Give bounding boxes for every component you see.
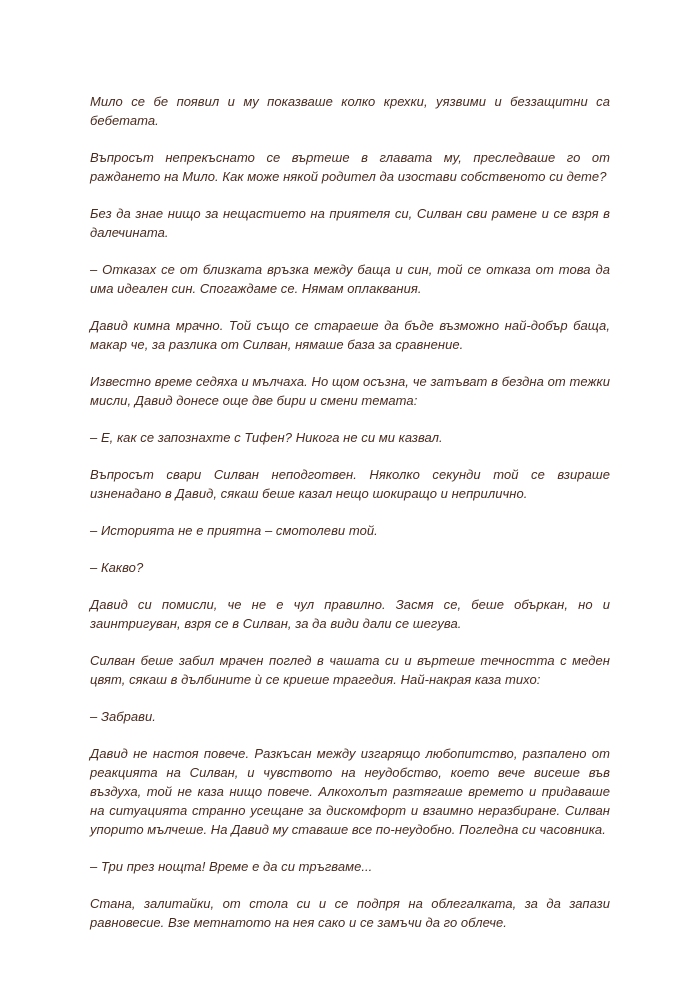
paragraph: – Отказах се от близката връзка между баща и син, той се отказа от това да има идеален син. Спогаждаме се. Нямам оплаквания. [90,262,610,296]
paragraph: – Какво? [90,560,144,575]
text-body [90,92,610,950]
paragraph: Въпросът свари Силван неподготвен. Няколко секунди той се взираше изненадано в Давид, сякаш беше казал нещо шокиращо и неприлично. [90,467,610,501]
paragraph: Известно време седяха и мълчаха. Но щом осъзна, че затъват в бездна от тежки мисли, Давид донесе още две бири и смени темата: [90,374,610,408]
paragraph: Мило се бе появил и му показваше колко крехки, уязвими и беззащитни са бебетата. [90,94,610,128]
paragraph: – Забрави. [90,709,156,724]
paragraph: Без да знае нищо за нещастието на приятеля си, Силван сви рамене и се взря в далечината. [90,206,610,240]
paragraph: – Е, как се запознахте с Тифен? Никога не си ми казвал. [90,430,443,445]
paragraph: Давид кимна мрачно. Той също се стараеше да бъде възможно най-добър баща, макар че, за разлика от Силван, нямаше база за сравнение. [90,318,610,352]
paragraph: – Три през нощта! Време е да си тръгваме... [90,859,373,874]
paragraph: Стана, залитайки, от стола си и се подпря на облегалката, за да запази равновесие. Взе метнатото на нея сако и се замъчи да го облече. [90,896,610,930]
paragraph: Давид не настоя повече. Разкъсан между изгарящо любопитство, разпалено от реакцията на Силван, и чувството на неудобство, което вече висеше във въздуха, той не каза нищо повече. Алкохолът разтягаше времето и придаваше на ситуацията странно усещане за дискомфорт и взаимно неразбиране. Силван упорито мълчеше. На Давид му ставаше все по-неудобно. Погледна си часовника. [90,746,610,837]
paragraph: Давид си помисли, че не е чул правилно. Засмя се, беше объркан, но и заинтригуван, взря се в Силван, за да види дали се шегува. [90,597,610,631]
paragraph: – Историята не е приятна – смотолеви той. [90,523,378,538]
paragraph: Силван беше забил мрачен поглед в чашата си и въртеше течността с меден цвят, сякаш в дълбините ѝ се криеше трагедия. Най-накрая каза тихо: [90,653,610,687]
paragraph: Въпросът непрекъснато се въртеше в главата му, преследваше го от раждането на Мило. Как може някой родител да изостави собственото си дете? [90,150,610,184]
